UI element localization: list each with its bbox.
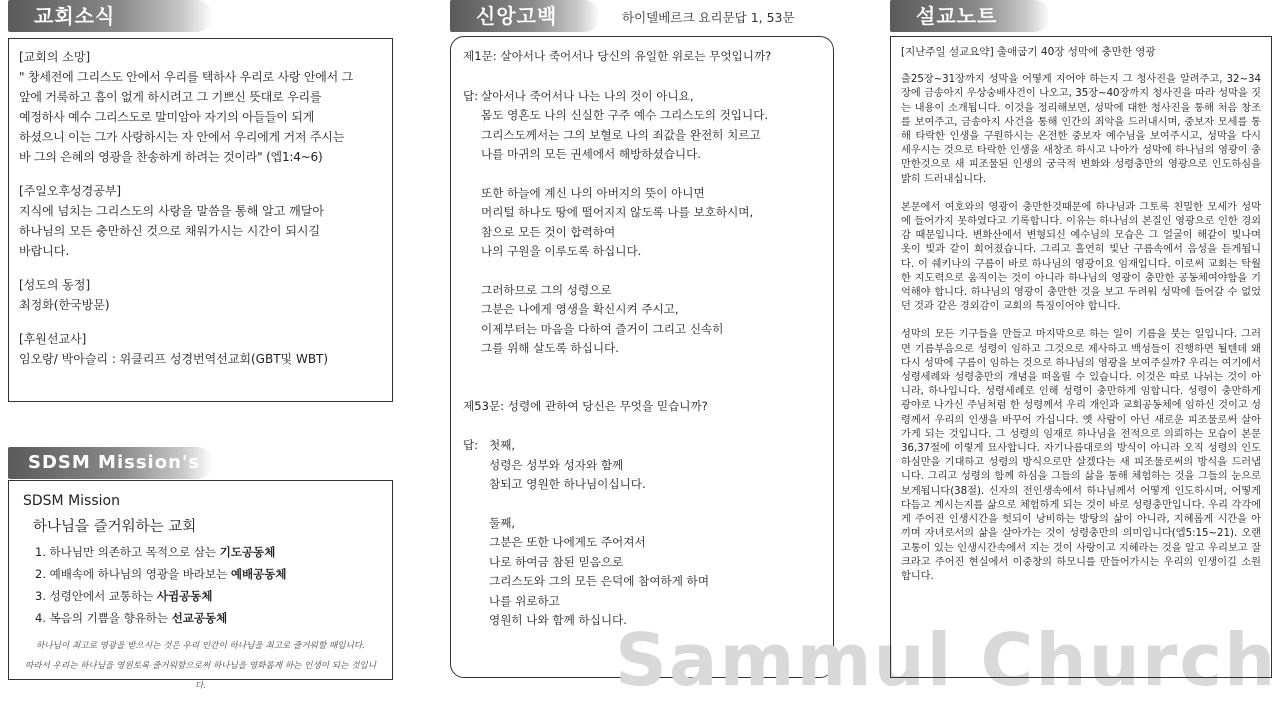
mission-banner: SDSM Mission's [8,447,213,479]
answer-1-para-1: 살아서나 죽어서나 나는 나의 것이 아니요, 몸도 영혼도 나의 신실한 구주 예수 그리스도의 것입니다. 그리스도께서는 그의 보혈로 나의 죄값을 완전히 치르고 나를 마귀의 모든 권세에서 해방하셨습니다. [481,88,769,161]
study-heading: [주일오후성경공부] [19,184,122,198]
answer-53-label: 답: [463,438,479,452]
question-53: 제53문: 성령에 관하여 당신은 무엇을 믿습니까? [463,398,708,413]
vision-text: " 창세전에 그리스도 안에서 우리를 택하사 우리로 사랑 안에서 그 앞에 거룩하고 흠이 없게 하시려고 그 기쁘신 뜻대로 우리를 예정하사 예수 그리스도로 말미암아 자기의 아들들이 되게 하셨으니 이는 그가 사랑하시는 자 안에서 우리에게 거저 주시는 바 그의 은혜의 영광을 찬송하게 하려는 것이라" (엡1:4~6) [19,70,354,164]
mission-item-2: 2. 예배속에 하나님의 영광을 바라보는 예배공동체 [35,567,287,581]
answer-53 [463,436,821,631]
mission-item-3: 3. 성령안에서 교통하는 사귐공동체 [35,589,213,603]
sermon-box [890,36,1272,678]
sermon-banner: 설교노트 [890,0,1050,32]
answer-1-para-3: 그러하므로 그의 성령으로 그분은 나에게 영생을 확신시켜 주시고, 이제부터는 마음을 다하여 즐거이 그리고 신속히 그를 위해 살도록 하십니다. [481,282,724,355]
missionary-heading: [후원선교사] [19,332,87,346]
mission-subheading: 하나님을 즐거워하는 교회 [33,519,197,535]
sermon-para-1: 출25장~31장까지 성막을 어떻게 지어야 하는지 그 청사진을 알려주고, 32~34장에 금송아지 우상숭배사건이 나오고, 35장~40장까지 청사진을 따라 성막을 짓는 내용이 소개됩니다. 이것을 정리해보면, 성막에 대한 청사진을 통해 처음 창조를 보여주고, 금송아지 사건을 통해 인간의 죄악을 드러내시며, 중보자 모세를 통해 타락한 인생을 구원하시는 온전한 중보자 예수님을 보여주시고, 성막을 다시 세우시는 것으로 타락한 인생을 새창조 하시고 나아가 성막에 하나님의 영광이 충만한것으로 새 피조물된 인생의 궁극적 변화와 성령충만의 영광으로 인도하심을 밝히 드러내십니다. [901,74,1261,185]
mission-item-1: 1. 하나님만 의존하고 목적으로 삼는 기도공동체 [35,545,276,559]
mission-note-1: 하나님이 최고로 영광을 받으시는 것은 우리 인간이 하나님을 최고로 즐거워할 때입니다. [36,641,365,651]
vision-heading: [교회의 소망] [19,50,91,64]
sermon-heading: [지난주일 설교요약] 출애굽기 40장 성막에 충만한 영광 [901,46,1156,58]
mission-box [8,480,393,691]
mission-heading: SDSM Mission [23,493,120,509]
faith-subtitle: 하이델베르크 요리문답 1, 53문 [622,10,795,25]
sermon-para-3: 성막의 모든 기구들을 만들고 마지막으로 하는 일이 기름을 붓는 일입니다. 그러면 기름부음으로 성령이 임하고 그것으로 제사하고 백성들이 진행하면 될텐데 왜 다시 성막에 구름이 임하는 것으로 하나님의 영광을 보여주실까? 우리는 여기에서 성령세례와 성령충만의 개념을 떠올릴 수 있습니다. 이것은 따로 나뉘는 것이 아니라, 하나입니다. 성령세례로 인해 성령이 충만하게 임합니다. 성령이 충만하게 광야로 나가신 주님처럼 한 성령께서 우리 개인과 교회공동체에 임하신 것이고 성령께서 우리의 인생을 바꾸어 가십니다. 옛 사람이 아닌 새로운 피조물로써 살아가게 되는 것입니다. 그 성령의 임재로 하나님을 전적으로 의뢰하는 모습이 본문 36,37절에 이렇게 묘사합니다. 자기나름대로의 방식이 아니라 오직 성령의 인도하심만을 기대하고 성령의 방식으로만 살겠다는 새 피조물로써의 방식을 드러냅니다. 그리고 성령의 함께 하심을 그들의 삶을 통해 체험하는 것을 그들의 눈으로 보게됩니다(38절). 신자의 전인생속에서 하나님께서 어떻게 인도하시며, 어떻게 다듬고 계시는지를 삶으로 체험하게 되는 것이 바로 성령충만입니다. 우리 각각에게 주어진 인생시간을 헛되이 낭비하는 방탕의 삶이 아니라, 지혜롭게 시간을 아끼며 자녀로서의 삶을 살아가는 것이 성령충만의 의미입니다(엡5:15~21). 오랜고통이 있는 인생시간속에서 지는 것이 사랑이고 지혜라는 것을 알고 우리보고 잘 크라고 주어진 현실에서 이중창의 하모니를 만들어가시는 우리의 인생이길 소원합니다. [901,329,1261,582]
mission-note-2: 따라서 우리는 하나님을 영원토록 즐거워함으로써 하나님을 영화롭게 하는 인생이 되는 것입니다. [24,661,377,691]
members-text: 최정화(한국방문) [19,298,110,312]
faith-banner: 신앙고백 [450,0,600,32]
answer-53-para-2: 둘째, 그분은 또한 나에게도 주어져서 나로 하여금 참된 믿음으로 그리스도와 그의 모든 은덕에 참여하게 하며 나를 위로하고 영원히 나와 함께 하십니다. [489,515,710,627]
mission-item-4: 4. 복음의 기쁨을 향유하는 선교공동체 [35,611,228,625]
answer-53-para-1: 첫째, 성령은 성부와 성자와 함께 참되고 영원한 하나님이십니다. [489,438,646,491]
sermon-para-2: 본문에서 여호와의 영광이 충만한것때문에 하나님과 그토록 친밀한 모세가 성막에 들어가지 못하였다고 기록합니다. 이유는 하나님의 본질인 영광으로 인한 경외감 때문입니다. 변화산에서 변형되신 예수님의 모습은 그 얼굴이 해같이 빛나며 옷이 빛과 같이 희어졌습니다. 그리고 홀연히 빛난 구름속에서 음성을 듣게됩니다. 이 쉐키나의 구름이 바로 하나님의 영광이요 임재입니다. 이로써 교회는 탁월한 지도력으로 움직이는 것이 아니라 하나님의 영광이 충만한 공동체여야함을 기억해야 합니다. 하나님의 영광이 충만한 것을 보고 두려워 성막에 들어갈 수 없었던 것과 같은 경외감이 교회의 특징이어야 합니다. [901,201,1261,313]
faith-box [450,36,834,678]
answer-1 [463,87,821,359]
study-text: 지식에 넘치는 그리스도의 사랑을 말씀을 통해 알고 깨달아 하나님의 모든 충만하신 것으로 채워가시는 시간이 되시길 바랍니다. [19,204,324,258]
question-1: 제1문: 살아서나 죽어서나 당신의 유일한 위로는 무엇입니까? [463,49,772,63]
church-watermark: Sammul Church [615,618,1278,702]
answer-1-label: 답: [463,88,479,103]
church-news-banner: 교회소식 [8,0,213,32]
members-heading: [성도의 동정] [19,278,91,292]
answer-1-para-2: 또한 하늘에 계신 나의 아버지의 뜻이 아니면 머리털 하나도 땅에 떨어지지 않도록 나를 보호하시며, 참으로 모든 것이 합력하여 나의 구원을 이루도록 하십니다. [481,185,754,258]
missionary-text: 임오랑/ 박아슬리 : 위클리프 성경번역선교회(GBT및 WBT) [19,352,329,366]
church-news-box [8,38,393,402]
